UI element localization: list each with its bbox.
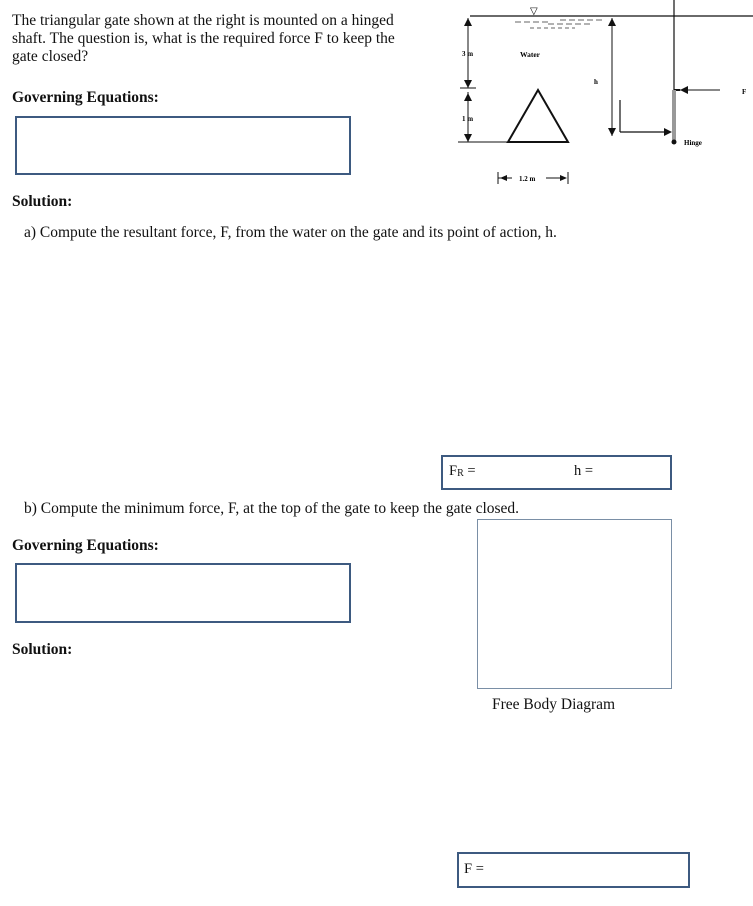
- dim-h-arrow-top: [608, 18, 616, 26]
- answer-f-label: F =: [464, 861, 484, 877]
- governing-equations-heading-b: Governing Equations:: [12, 537, 159, 554]
- part-b-question: b) Compute the minimum force, F, at the top of the gate to keep the gate closed.: [24, 500, 520, 517]
- dim-12m-arrow-left: [500, 175, 507, 181]
- dim-1m-arrow-bottom: [464, 134, 472, 142]
- dim-12m-label: 1.2 m: [519, 175, 536, 183]
- governing-equations-box-a[interactable]: [15, 116, 351, 175]
- gate-plate: [672, 90, 676, 142]
- part-a-question: a) Compute the resultant force, F, from the water on the gate and its point of action, h.: [24, 224, 557, 241]
- resultant-force-arrow: [664, 128, 672, 136]
- problem-line-1: The triangular gate shown at the right is mounted on a hinged: [12, 12, 394, 29]
- dim-3m-arrow-top: [464, 18, 472, 26]
- governing-equations-box-b[interactable]: [15, 563, 351, 623]
- problem-line-2: shaft. The question is, what is the required force F to keep the: [12, 30, 395, 47]
- force-F-arrow: [680, 86, 688, 94]
- force-F-label: F: [742, 88, 747, 96]
- dim-1m-arrow-top: [464, 93, 472, 101]
- water-label: Water: [520, 50, 540, 59]
- dim-12m-arrow-right: [560, 175, 567, 181]
- solution-heading: Solution:: [12, 193, 73, 210]
- solution-heading-b: Solution:: [12, 641, 73, 658]
- dim-h-label: h: [594, 78, 598, 86]
- problem-statement: [12, 12, 417, 66]
- answer-fr-label: $F_R$ =: [449, 463, 476, 479]
- surface-symbol: ▽: [530, 6, 538, 17]
- dim-3m-arrow-bottom: [464, 80, 472, 88]
- dim-1m-label: 1 m: [462, 115, 474, 123]
- triangular-gate: [508, 90, 568, 142]
- answer-box-b[interactable]: [457, 852, 690, 888]
- free-body-diagram-box[interactable]: [477, 519, 672, 689]
- dim-h-arrow-bottom: [608, 128, 616, 136]
- hinge-label: Hinge: [684, 139, 702, 147]
- gate-diagram: [440, 0, 753, 190]
- governing-equations-heading: Governing Equations:: [12, 89, 159, 106]
- answer-box-a[interactable]: [441, 455, 672, 490]
- answer-h-label: h =: [574, 463, 594, 479]
- fbd-caption: Free Body Diagram: [492, 696, 616, 713]
- problem-line-3: gate closed?: [12, 48, 89, 65]
- dim-3m-label: 3 m: [462, 50, 474, 58]
- hinge-point: [672, 140, 677, 145]
